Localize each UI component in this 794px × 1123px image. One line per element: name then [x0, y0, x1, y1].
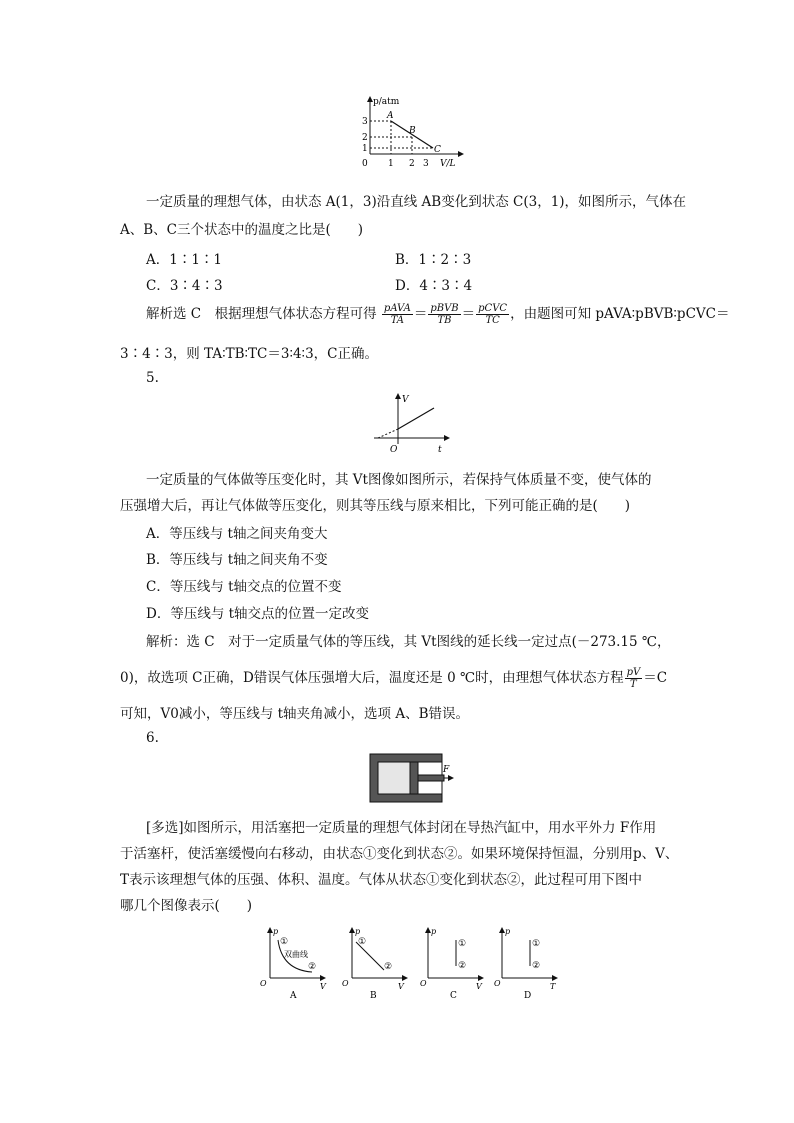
fraction-a-num: pAVA	[383, 303, 411, 314]
caption-b: B	[370, 991, 377, 1001]
state-1-label: ①	[358, 937, 367, 947]
v-axis-label: V	[402, 395, 409, 405]
q5-option-c: C．等压线与 t轴交点的位置不变	[146, 579, 342, 595]
q5-option-a: A．等压线与 t轴之间夹角变大	[146, 526, 328, 542]
x-tick-3: 3	[423, 159, 429, 169]
p-axis-label: p	[273, 927, 279, 936]
point-c-label: C	[434, 145, 441, 155]
q4-option-b: B．1∶2∶3	[395, 252, 472, 268]
caption-d: D	[524, 991, 532, 1001]
fraction-pv-num: pV	[626, 667, 641, 678]
q4-option-c: C．3∶4∶3	[146, 278, 223, 294]
state-1-label: ①	[458, 939, 467, 949]
state-2-label: ②	[458, 961, 467, 971]
fraction-a-den: TA	[390, 315, 405, 326]
v-axis-label: V	[320, 982, 326, 991]
v-axis-label: V	[476, 982, 482, 991]
y-axis-label: p/atm	[373, 97, 400, 107]
origin-label: O	[342, 979, 349, 988]
state-2-label: ②	[532, 961, 541, 971]
fraction-c	[476, 303, 509, 326]
q5-solution-equals-c: ＝C	[643, 670, 668, 686]
origin-label: O	[390, 445, 398, 455]
fraction-c-num: pCVC	[478, 303, 508, 314]
x-axis-label: V/L	[440, 159, 456, 169]
origin-label: O	[260, 979, 267, 988]
fraction-pv-t	[625, 667, 643, 690]
v-axis-label: V	[398, 982, 404, 991]
p-axis-label: p	[505, 927, 511, 936]
pv-figure	[360, 96, 470, 181]
q6-stem-line1: [多选]如图所示，用活塞把一定质量的理想气体封闭在导热汽缸中，用水平外力 F作用	[146, 820, 657, 836]
point-b-label: B	[409, 126, 416, 136]
q6-stem-line4: 哪几个图像表示( )	[120, 898, 253, 914]
state-2-label: ②	[384, 962, 393, 972]
q5-solution-line1: 解析：选 C 对于一定质量气体的等压线，其 Vt图线的延长线一定过点(－273.15 ℃，	[146, 634, 671, 650]
fraction-b	[428, 303, 460, 326]
graph-b	[340, 926, 412, 1000]
q4-solution-mid: ，由题图可知 pAVA∶pBVB∶pCVC＝	[510, 306, 730, 322]
x-tick-2: 2	[409, 159, 415, 169]
q6-stem-line2: 于活塞杆，使活塞缓慢向右移动，由状态①变化到状态②。如果环境保持恒温，分别用p、V、	[120, 846, 679, 862]
q6-stem-line3: T表示该理想气体的压强、体积、温度。气体从状态①变化到状态②，此过程可用下图中	[120, 872, 643, 888]
fraction-a	[382, 303, 413, 326]
q4-option-d: D．4∶3∶4	[395, 278, 473, 294]
state-2-label: ②	[308, 962, 317, 972]
x-tick-1: 1	[388, 159, 394, 169]
graph-d	[494, 926, 566, 1000]
y-tick-3: 3	[362, 117, 368, 127]
q4-stem-line2: A、B、C三个状态中的温度之比是( )	[120, 222, 364, 238]
t-axis-label: t	[438, 445, 442, 455]
state-1-label: ①	[280, 937, 289, 947]
q5-option-b: B．等压线与 t轴之间夹角不变	[146, 552, 328, 568]
q5-option-d: D．等压线与 t轴交点的位置一定改变	[146, 606, 370, 622]
caption-a: A	[290, 991, 297, 1001]
q5-solution-line2	[120, 666, 667, 690]
x-tick-0: 0	[362, 159, 368, 169]
p-axis-label: p	[431, 927, 437, 936]
graph-c	[420, 926, 492, 1000]
q5-solution-text: 0)，故选项 C正确，D错误气体压强增大后，温度还是 0 ℃时，由理想气体状态方程	[120, 670, 624, 686]
fraction-b-num: pBVB	[430, 303, 459, 314]
q4-solution-prefix: 解析选 C 根据理想气体状态方程可得	[146, 306, 377, 322]
vt-figure	[372, 392, 452, 454]
q5-solution-line3: 可知，V0减小，等压线与 t轴夹角减小，选项 A、B错误。	[120, 706, 470, 722]
q5-stem-line2: 压强增大后，再让气体做等压变化，则其等压线与原来相比，下列可能正确的是( )	[120, 498, 631, 514]
origin-label: O	[494, 979, 501, 988]
y-tick-2: 2	[362, 133, 368, 143]
fraction-t-den: T	[630, 679, 637, 690]
y-tick-1: 1	[362, 144, 368, 154]
p-axis-label: p	[355, 927, 361, 936]
cylinder-figure	[368, 752, 458, 804]
fraction-c-den: TC	[485, 315, 500, 326]
t-axis-label: T	[550, 982, 556, 991]
q4-solution-line1: 解析选 C 根据理想气体状态方程可得 $\frac{\text{pAVA}}{TA}$ ＝ $\frac{\text{pBVB}}{TB}$ ＝ $\frac{\text{pCVC}}{TC}$ ，由题图可知 pAVA∶pBVB∶pCVC＝	[146, 303, 730, 326]
q4-solution-line2: 3∶4∶3，则 TA∶TB∶TC＝3∶4∶3，C正确。	[120, 346, 378, 362]
q4-option-a: A．1∶1∶1	[146, 252, 223, 268]
graph-a	[258, 926, 330, 1000]
q5-stem-line1: 一定质量的气体做等压变化时，其 Vt图像如图所示，若保持气体质量不变，使气体的	[146, 472, 652, 488]
caption-c: C	[450, 991, 457, 1001]
point-a-label: A	[387, 111, 394, 121]
force-label: F	[443, 765, 450, 775]
q4-stem-line1: 一定质量的理想气体，由状态 A(1，3)沿直线 AB变化到状态 C(3，1)，如图所示，气体在	[146, 194, 687, 210]
hyperbola-label: 双曲线	[284, 950, 308, 959]
origin-label: O	[420, 979, 427, 988]
q5-number: 5.	[146, 370, 159, 386]
state-1-label: ①	[532, 939, 541, 949]
q6-number: 6.	[146, 730, 159, 746]
fraction-b-den: TB	[437, 315, 452, 326]
